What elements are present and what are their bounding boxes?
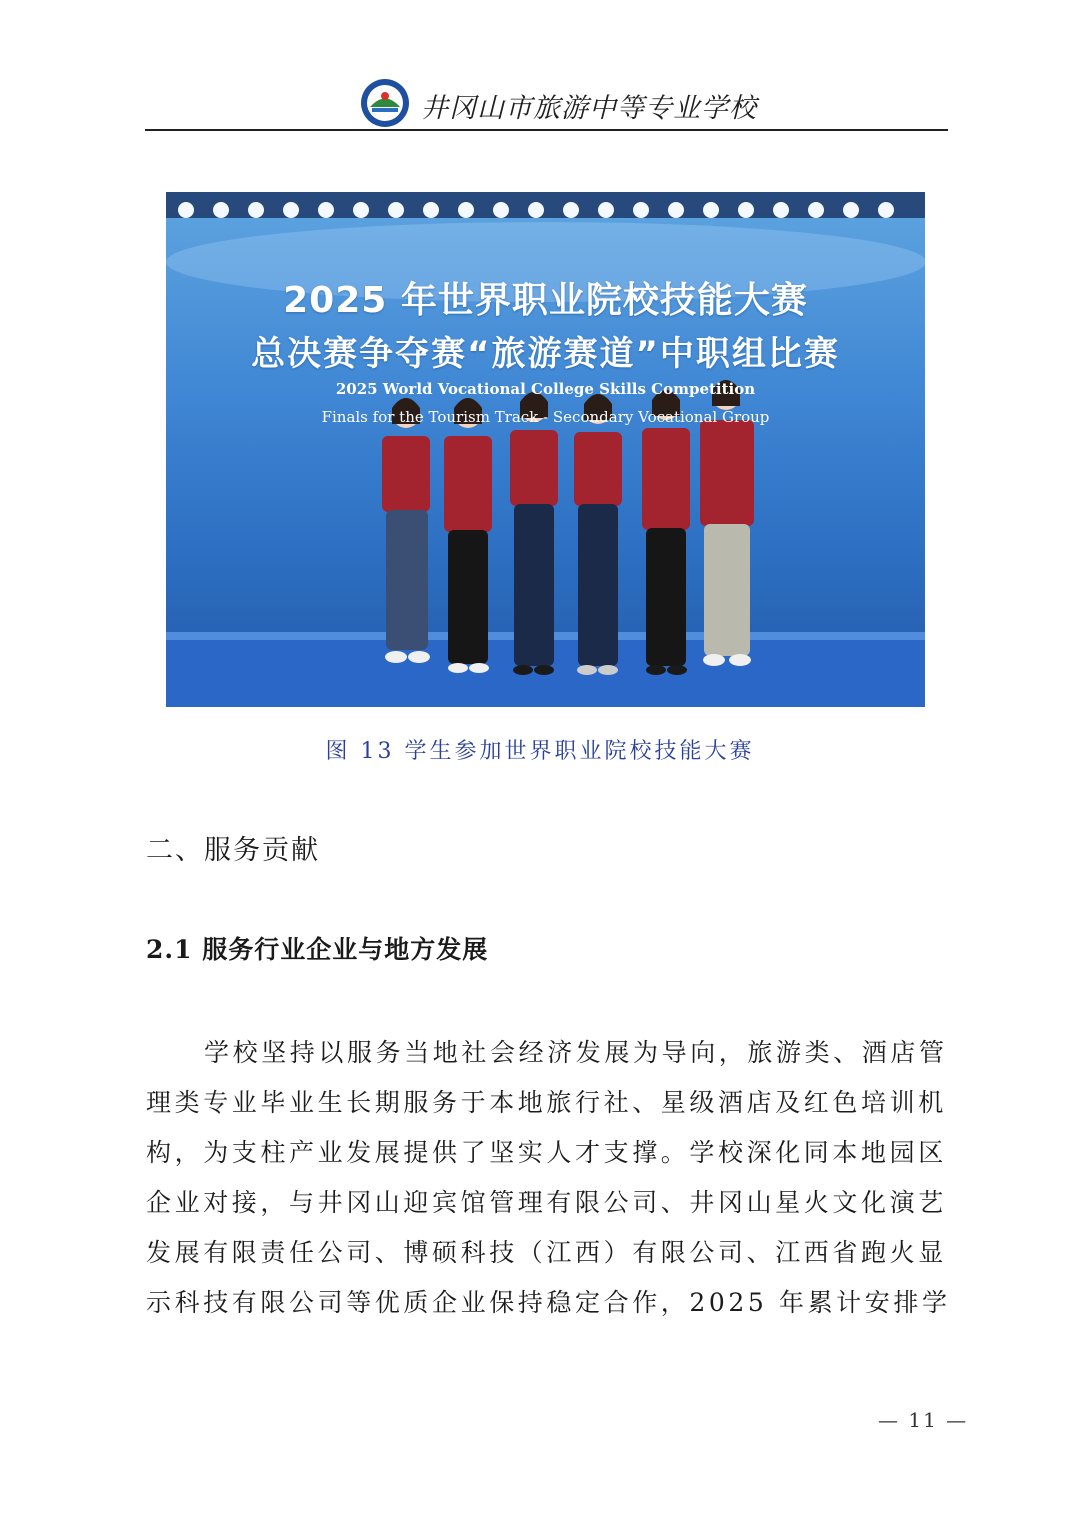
school-emblem-icon (360, 78, 410, 128)
header-rule (145, 129, 948, 131)
person (574, 394, 622, 675)
subsection-heading: 2.1 服务行业企业与地方发展 (146, 935, 489, 964)
photo-scene (166, 192, 925, 707)
paragraph-line: 理类专业毕业生长期服务于本地旅行社、星级酒店及红色培训机 (146, 1088, 947, 1117)
section-heading: 二、服务贡献 (146, 835, 320, 866)
banner-title-line1: 2025 年世界职业院校技能大赛 (283, 280, 808, 321)
paragraph-line: 示科技有限公司等优质企业保持稳定合作，2025 年累计安排学 (146, 1288, 951, 1317)
competition-photo (166, 192, 925, 707)
person (642, 390, 690, 675)
person (444, 398, 492, 673)
school-name: 井冈山市旅游中等专业学校 (421, 93, 757, 124)
paragraph-line: 构，为支柱产业发展提供了坚实人才支撑。学校深化同本地园区 (146, 1138, 947, 1167)
body-paragraph (146, 1028, 951, 1328)
person (510, 392, 558, 675)
paragraph-line: 发展有限责任公司、博硕科技（江西）有限公司、江西省跑火显 (146, 1238, 947, 1267)
paragraph-line: 企业对接，与井冈山迎宾馆管理有限公司、井冈山星火文化演艺 (146, 1188, 947, 1217)
paragraph-line: 学校坚持以服务当地社会经济发展为导向，旅游类、酒店管 (204, 1038, 948, 1067)
page-number: — 11 — (878, 1408, 969, 1432)
figure-caption: 图 13 学生参加世界职业院校技能大赛 (325, 739, 755, 764)
stage-lights (178, 202, 894, 218)
person (382, 398, 430, 663)
banner-english-line2: Finals for the Tourism Track - Secondary Vocational Group (321, 408, 770, 426)
page-header (145, 76, 948, 132)
banner-english-line1: 2025 World Vocational College Skills Competition (335, 380, 756, 398)
banner-title-line2: 总决赛争夺赛“旅游赛道”中职组比赛 (251, 334, 840, 374)
